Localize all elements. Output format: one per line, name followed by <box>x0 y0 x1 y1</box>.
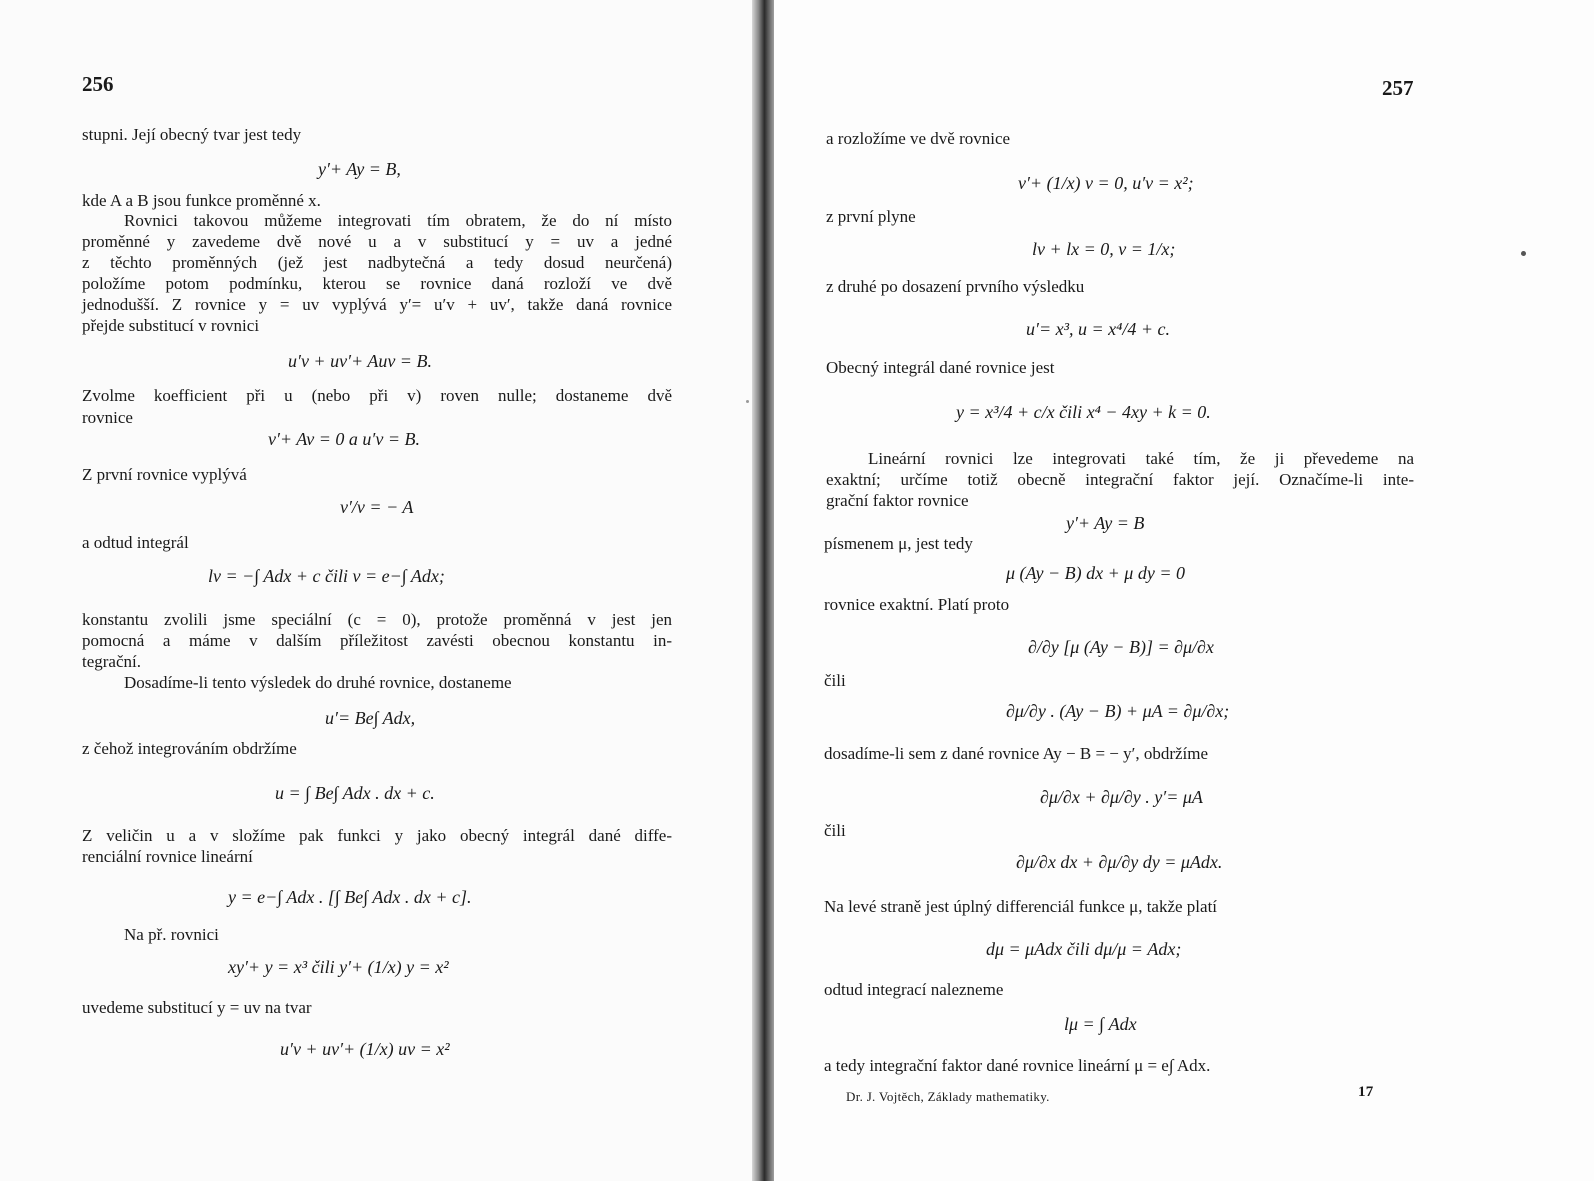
text-line: Z první rovnice vyplývá <box>82 465 247 484</box>
formula: lμ = ∫ Adx <box>1064 1014 1137 1034</box>
text-line: Dosadíme-li tento výsledek do druhé rovnice, dostaneme <box>124 673 512 692</box>
formula: y = x³/4 + c/x čili x⁴ − 4xy + k = 0. <box>956 402 1211 422</box>
text-line: proměnné y zavedeme dvě nové u a v substitucí y = uv a jedné <box>82 232 672 251</box>
footer-signature: Dr. J. Vojtěch, Základy mathematiky. <box>846 1089 1050 1104</box>
formula: u′= Be∫ Adx, <box>325 708 416 728</box>
right-page <box>774 0 1594 1181</box>
page-number: 256 <box>82 72 114 96</box>
formula: lv = −∫ Adx + c čili v = e−∫ Adx; <box>208 566 445 586</box>
formula: u = ∫ Be∫ Adx . dx + c. <box>275 783 435 803</box>
text-line: jednodušší. Z rovnice y = uv vyplývá y′= u′v + uv′, takže daná rovnice <box>82 295 672 314</box>
text-line: pomocná a máme v dalším příležitost zavésti obecnou konstantu in- <box>82 631 672 650</box>
scan-speck <box>746 400 749 403</box>
scan-speck <box>1521 251 1526 256</box>
page-number: 257 <box>1382 76 1414 100</box>
text-line: kde A a B jsou funkce proměnné x. <box>82 191 321 210</box>
formula: ∂μ/∂x + ∂μ/∂y . y′= μA <box>1040 787 1203 807</box>
text-line: Lineární rovnici lze integrovati také tím, že ji převedeme na <box>868 449 1414 468</box>
text-line: a rozložíme ve dvě rovnice <box>826 129 1011 148</box>
formula: ∂μ/∂y . (Ay − B) + μA = ∂μ/∂x; <box>1006 701 1230 721</box>
formula: v′/v = − A <box>340 497 414 517</box>
text-line: Obecný integrál dané rovnice jest <box>826 358 1055 377</box>
formula: y = e−∫ Adx . [∫ Be∫ Adx . dx + c]. <box>228 887 472 907</box>
text-line: přejde substitucí v rovnici <box>82 316 260 335</box>
formula: ∂/∂y [μ (Ay − B)] = ∂μ/∂x <box>1028 637 1214 657</box>
text-line: renciální rovnice lineární <box>82 847 253 866</box>
text-line: písmenem μ, jest tedy <box>824 534 973 553</box>
formula: v′+ Av = 0 a u′v = B. <box>268 429 420 449</box>
text-line: Na př. rovnici <box>124 925 219 944</box>
text-line: z první plyne <box>826 207 916 226</box>
text-line: odtud integrací nalezneme <box>824 980 1004 999</box>
formula: u′v + uv′+ Auv = B. <box>288 351 432 371</box>
text-line: z čehož integrováním obdržíme <box>82 739 297 758</box>
left-page <box>0 0 760 1181</box>
formula: y′+ Ay = B <box>1066 513 1145 533</box>
formula: y′+ Ay = B, <box>318 159 401 179</box>
sheet-number: 17 <box>1358 1084 1374 1100</box>
text-line: rovnice exaktní. Platí proto <box>824 595 1010 614</box>
text-line: Rovnici takovou můžeme integrovati tím obratem, že do ní místo <box>124 211 672 230</box>
formula: dμ = μAdx čili dμ/μ = Adx; <box>986 939 1182 959</box>
text-line: tegrační. <box>82 652 141 671</box>
formula: u′= x³, u = x⁴/4 + c. <box>1026 319 1170 339</box>
text-line: čili <box>824 671 846 690</box>
text-line: čili <box>824 821 846 840</box>
formula: μ (Ay − B) dx + μ dy = 0 <box>1006 563 1185 583</box>
text-line: konstantu zvolili jsme speciální (c = 0), protože proměnná v jest jen <box>82 610 672 629</box>
text-line: dosadíme-li sem z dané rovnice Ay − B = − y′, obdržíme <box>824 744 1209 763</box>
text-line: z druhé po dosazení prvního výsledku <box>826 277 1085 296</box>
text-line: grační faktor rovnice <box>826 491 969 510</box>
formula: xy′+ y = x³ čili y′+ (1/x) y = x² <box>228 957 449 977</box>
formula: lv + lx = 0, v = 1/x; <box>1032 239 1176 259</box>
text-line: Z veličin u a v složíme pak funkci y jako obecný integrál dané diffe- <box>82 826 672 845</box>
text-line: a odtud integrál <box>82 533 189 552</box>
text-line: Zvolme koefficient při u (nebo při v) roven nulle; dostaneme dvě <box>82 386 672 405</box>
text-line: Na levé straně jest úplný differenciál funkce μ, takže platí <box>824 897 1218 916</box>
text-line: z těchto proměnných (jež jest nadbytečná a tedy dosud neurčená) <box>82 253 672 272</box>
formula: ∂μ/∂x dx + ∂μ/∂y dy = μAdx. <box>1016 852 1223 872</box>
text-line: položíme potom podmínku, kterou se rovnice daná rozloží ve dvě <box>82 274 672 293</box>
text-line: uvedeme substitucí y = uv na tvar <box>82 998 312 1017</box>
text-line: rovnice <box>82 408 133 427</box>
text-line: stupni. Její obecný tvar jest tedy <box>82 125 302 144</box>
text-line: a tedy integrační faktor dané rovnice lineární μ = e∫ Adx. <box>824 1056 1211 1075</box>
formula: u′v + uv′+ (1/x) uv = x² <box>280 1039 450 1059</box>
formula: v′+ (1/x) v = 0, u′v = x²; <box>1018 173 1194 193</box>
text-line: exaktní; určíme totiž obecně integrační faktor její. Označíme-li inte- <box>826 470 1414 489</box>
